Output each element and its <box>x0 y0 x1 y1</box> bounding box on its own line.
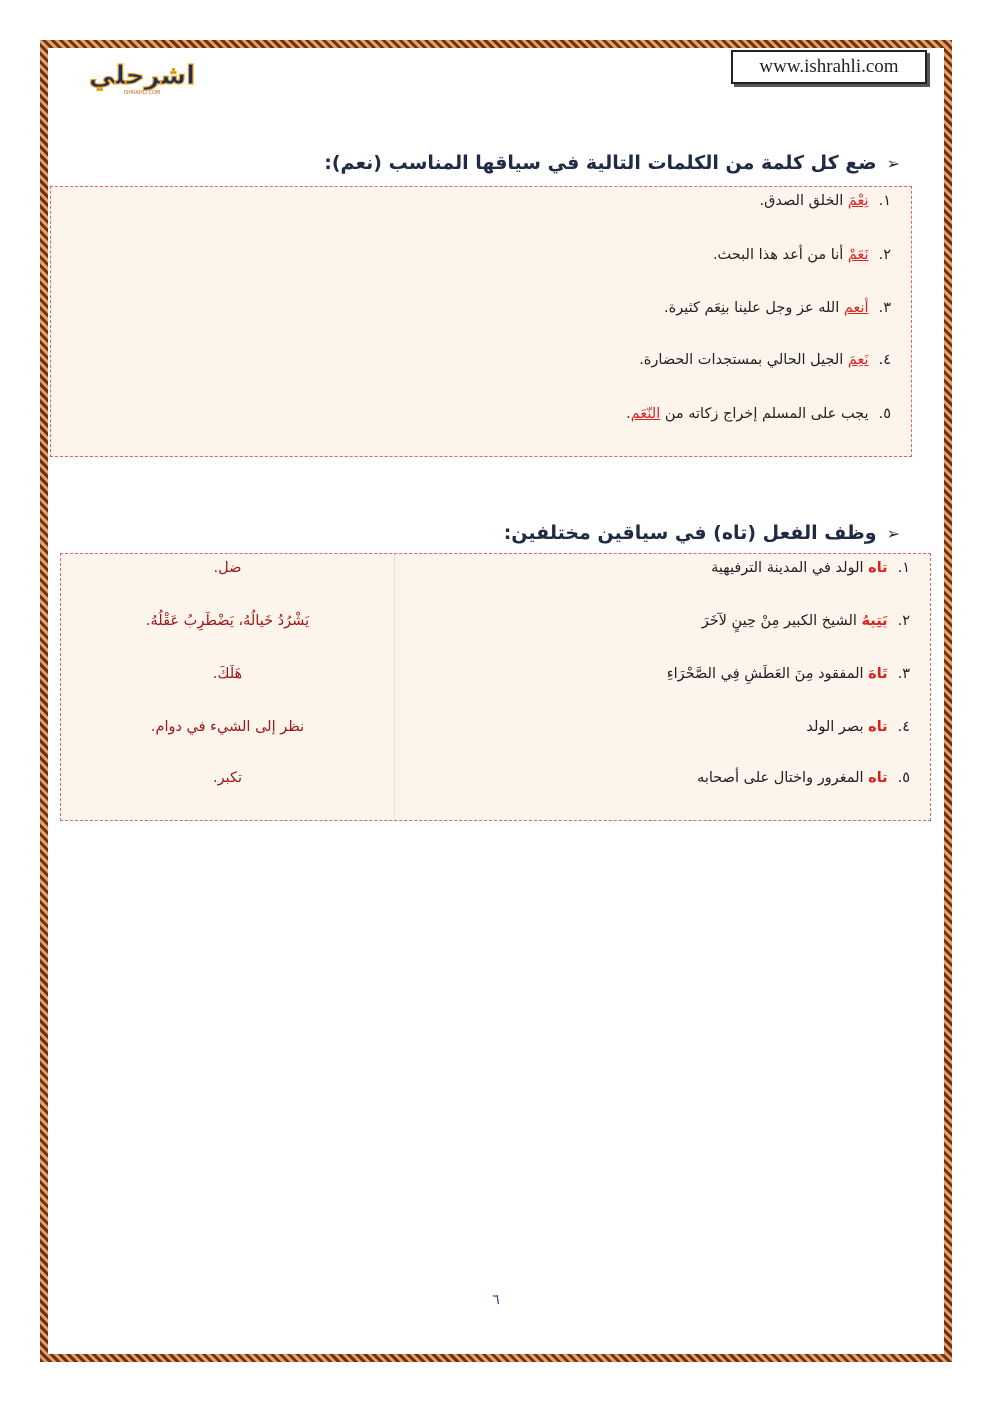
answer-word: أنعم <box>843 300 869 316</box>
ishrahli-logo <box>62 52 222 96</box>
answer-word: النّعَم <box>630 406 661 422</box>
section2-heading-text: وظف الفعل (تاه) في سياقين مختلفين: <box>503 522 877 544</box>
verb-word: يَتِيهُ <box>861 613 888 629</box>
answer-word: نَعِمَ <box>847 352 869 368</box>
meaning-item: تكبر. <box>212 770 243 786</box>
meaning-item: ضل. <box>213 560 242 576</box>
page-number: ٦ <box>492 1292 500 1308</box>
list-item: ٣.أنعم الله عز وجل علينا بنِعَم كثيرة. <box>664 300 891 316</box>
answer-word: نَعَمْ <box>847 247 869 263</box>
section1-answer-box <box>50 186 912 457</box>
answer-word: نِعْمَ <box>847 193 869 209</box>
list-item: ١.نِعْمَ الخلق الصدق. <box>759 193 891 209</box>
sentence-item: ١.تاه الولد في المدينة الترفيهية <box>711 560 910 576</box>
section1-heading <box>324 152 900 174</box>
verb-word: تاه <box>868 770 888 786</box>
sentence-item: ٢.يَتِيهُ الشيخ الكبير مِنْ حِينٍ لآخَرَ <box>701 613 910 629</box>
sentence-item: ٤.تاه بصر الولد <box>806 719 910 735</box>
arrow-bullet-icon: ➢ <box>886 154 900 173</box>
section1-heading-text: ضع كل كلمة من الكلمات التالية في سياقها المناسب (نعم): <box>324 152 877 174</box>
verb-word: تاه <box>868 719 888 735</box>
website-url: www.ishrahli.com <box>731 50 927 84</box>
verb-word: تاه <box>868 560 888 576</box>
list-item: ٤.نَعِمَ الجيل الحالي بمستجدات الحضارة. <box>639 352 891 368</box>
section2-heading <box>504 522 900 544</box>
verb-word: تَاهَ <box>868 666 888 682</box>
meaning-item: نظر إلى الشيء في دوام. <box>150 719 305 735</box>
meaning-item: هَلَكَ. <box>212 666 243 682</box>
logo-tagline: ISHRAHLI.COM <box>123 90 161 96</box>
arrow-bullet-icon: ➢ <box>886 524 900 543</box>
list-item: ٢.نَعَمْ أنا من أعد هذا البحث. <box>712 247 891 263</box>
section2-answer-box <box>60 553 931 821</box>
column-divider <box>394 554 395 820</box>
logo-text: اشرحلي <box>88 61 196 91</box>
meaning-item: يَشْرُدُ خَيالُهُ، يَضْطَرِبُ عَقْلُهُ. <box>145 613 310 629</box>
sentence-item: ٣.تَاهَ المفقود مِنَ العَطَشِ فِي الصَّحْرَاءِ <box>666 666 910 682</box>
sentence-item: ٥.تاه المغرور واختال على أصحابه <box>697 770 910 786</box>
list-item: ٥.يجب على المسلم إخراج زكاته من النّعَم. <box>626 406 891 422</box>
